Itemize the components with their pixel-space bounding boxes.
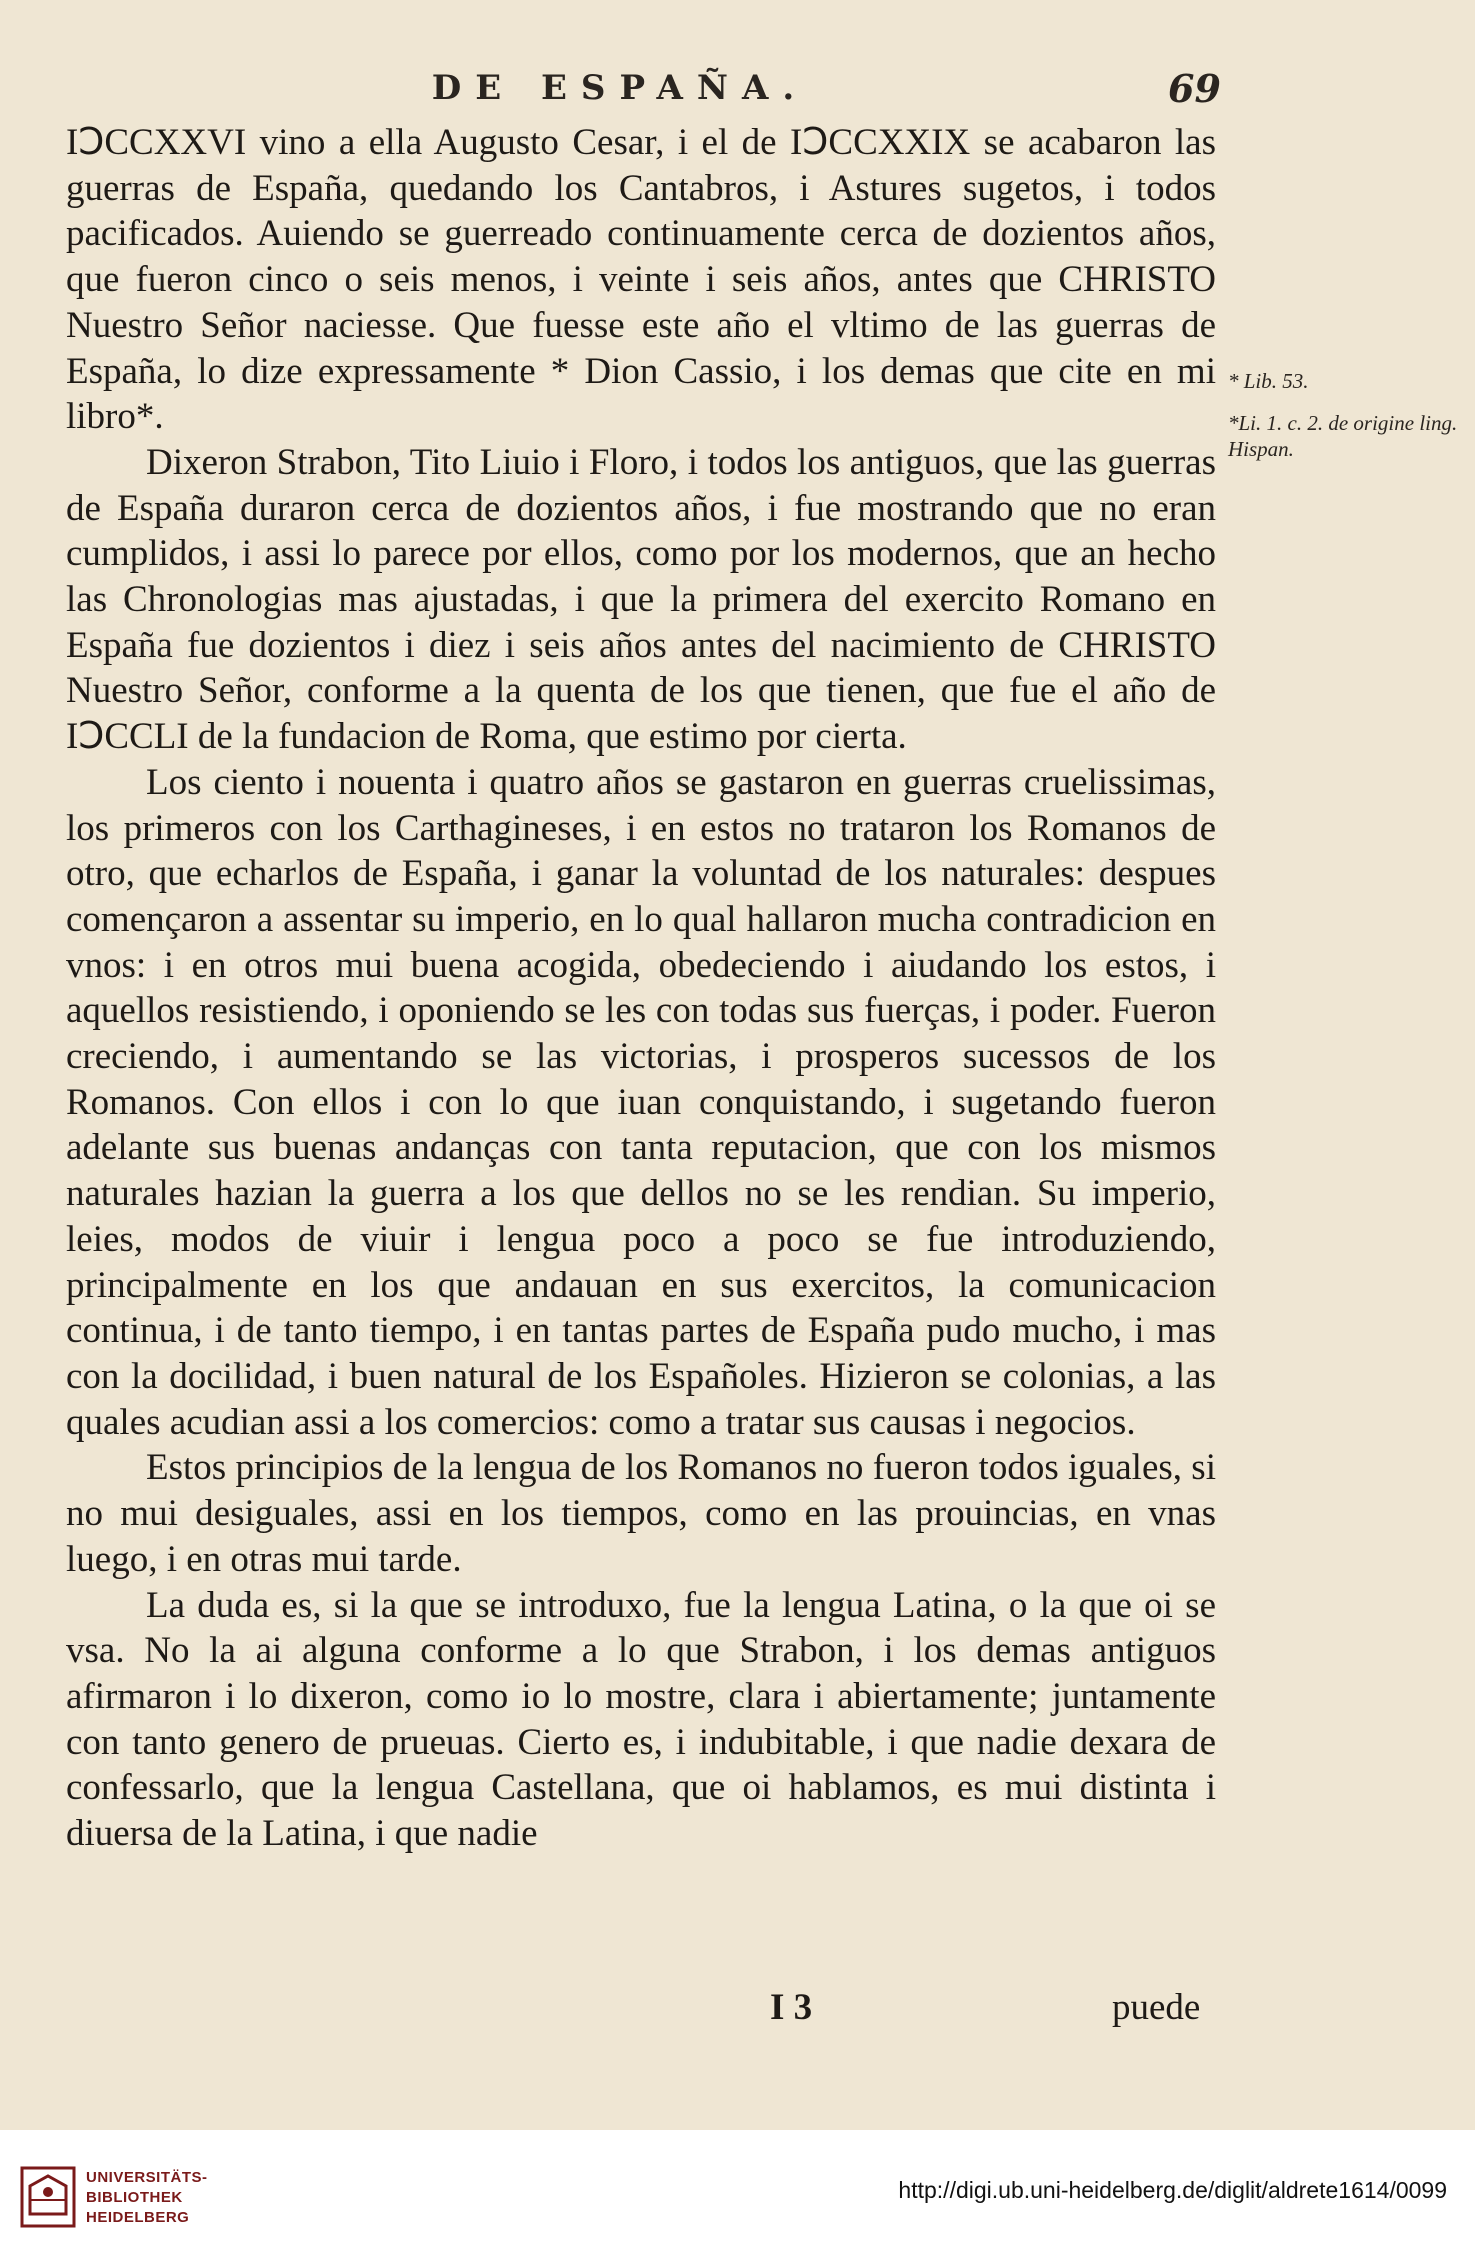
footer-bar	[0, 2130, 1475, 2255]
university-seal-icon	[18, 2164, 78, 2230]
paragraph-4: Estos principios de la lengua de los Romanos no fueron todos iguales, si no mui desiguales, assi en los tiempos, como en las prouincias, en vnas luego, i en otras mui tarde.	[66, 1447, 1216, 1580]
body-text	[66, 120, 1216, 1857]
paragraph-5: La duda es, si la que se introduxo, fue la lengua Latina, o la que oi se vsa. No la ai alguna conforme a lo que Strabon, i los demas antiguos afirmaron i lo dixeron, como io lo mostre, clara i abiertamente; juntamente con tanto genero de prueuas. Cierto es, i indubitable, i que nadie dexara de confessarlo, que la lengua Castellana, que oi hablamos, es mui distinta i diuersa de la Latina, i que nadie	[66, 1584, 1216, 1855]
margin-note-lib53: * Lib. 53.	[1228, 369, 1309, 393]
signature-mark: I 3	[770, 1987, 813, 2028]
library-name: UNIVERSITÄTS- BIBLIOTHEK HEIDELBERG	[86, 2169, 208, 2226]
margin-note-origine: *Li. 1. c. 2. de origine ling. Hispan.	[1228, 411, 1458, 461]
source-url-link[interactable]: http://digi.ub.uni-heidelberg.de/diglit/aldrete1614/0099	[898, 2177, 1447, 2203]
signature-line	[0, 1986, 1475, 2036]
running-head: DE ESPAÑA.	[431, 68, 809, 108]
paragraph-2: Dixeron Strabon, Tito Liuio i Floro, i todos los antiguos, que las guerras de España duraron cerca de dozientos años, i fue mostrando que no eran cumplidos, i assi lo parece por ellos, como por los modernos, que an hecho las Chronologias mas ajustadas, i que la primera del exercito Romano en España fue dozientos i diez i seis años antes del nacimiento de CHRISTO Nuestro Señor, conforme a la quenta de los que tienen, que fue el año de IↃCCLI de la fundacion de Roma, que estimo por cierta.	[66, 441, 1216, 758]
page-number: 69	[1168, 66, 1221, 111]
catchword: puede	[1112, 1987, 1201, 2028]
paragraph-3: Los ciento i nouenta i quatro años se gastaron en guerras cruelissimas, los primeros con los Carthagineses, i en estos no trataron los Romanos de otro, que echarlos de España, i ganar la voluntad de los naturales: despues començaron a assentar su imperio, en lo qual hallaron mucha contradicion en vnos: i en otros mui buena acogida, obedeciendo i aiudando los estos, i aquellos resistiendo, i oponiendo se les con todas sus fuerças, i poder. Fueron creciendo, i aumentando se las victorias, i prosperos sucessos de los Romanos. Con ellos i con lo que iuan conquistando, i sugetando fueron adelante sus buenas andanças con tanta reputacion, que con los mismos naturales hazian la guerra a los que dellos no se les rendian. Su imperio, leies, modos de viuir i lengua poco a poco se fue introduziendo, principalmente en los que andauan en sus exercitos, la comunicacion continua, i de tanto tiempo, i en tantas partes de España pudo mucho, i mas con la docilidad, i buen natural de los Españoles. Hizieron se colonias, a las quales acudian assi a los comercios: como a tratar sus causas i negocios.	[66, 761, 1216, 1443]
paragraph-1: IↃCCXXVI vino a ella Augusto Cesar, i el de IↃCCXXIX se acabaron las guerras de España, quedando los Cantabros, i Astures sugetos, i todos pacificados. Auiendo se guerreado continuamente cerca de dozientos años, que fueron cinco o seis menos, i veinte i seis años, antes que CHRISTO Nuestro Señor naciesse. Que fuesse este año el vltimo de las guerras de España, lo dize expressamente * Dion Cassio, i los demas que cite en mi libro*.	[66, 122, 1216, 438]
